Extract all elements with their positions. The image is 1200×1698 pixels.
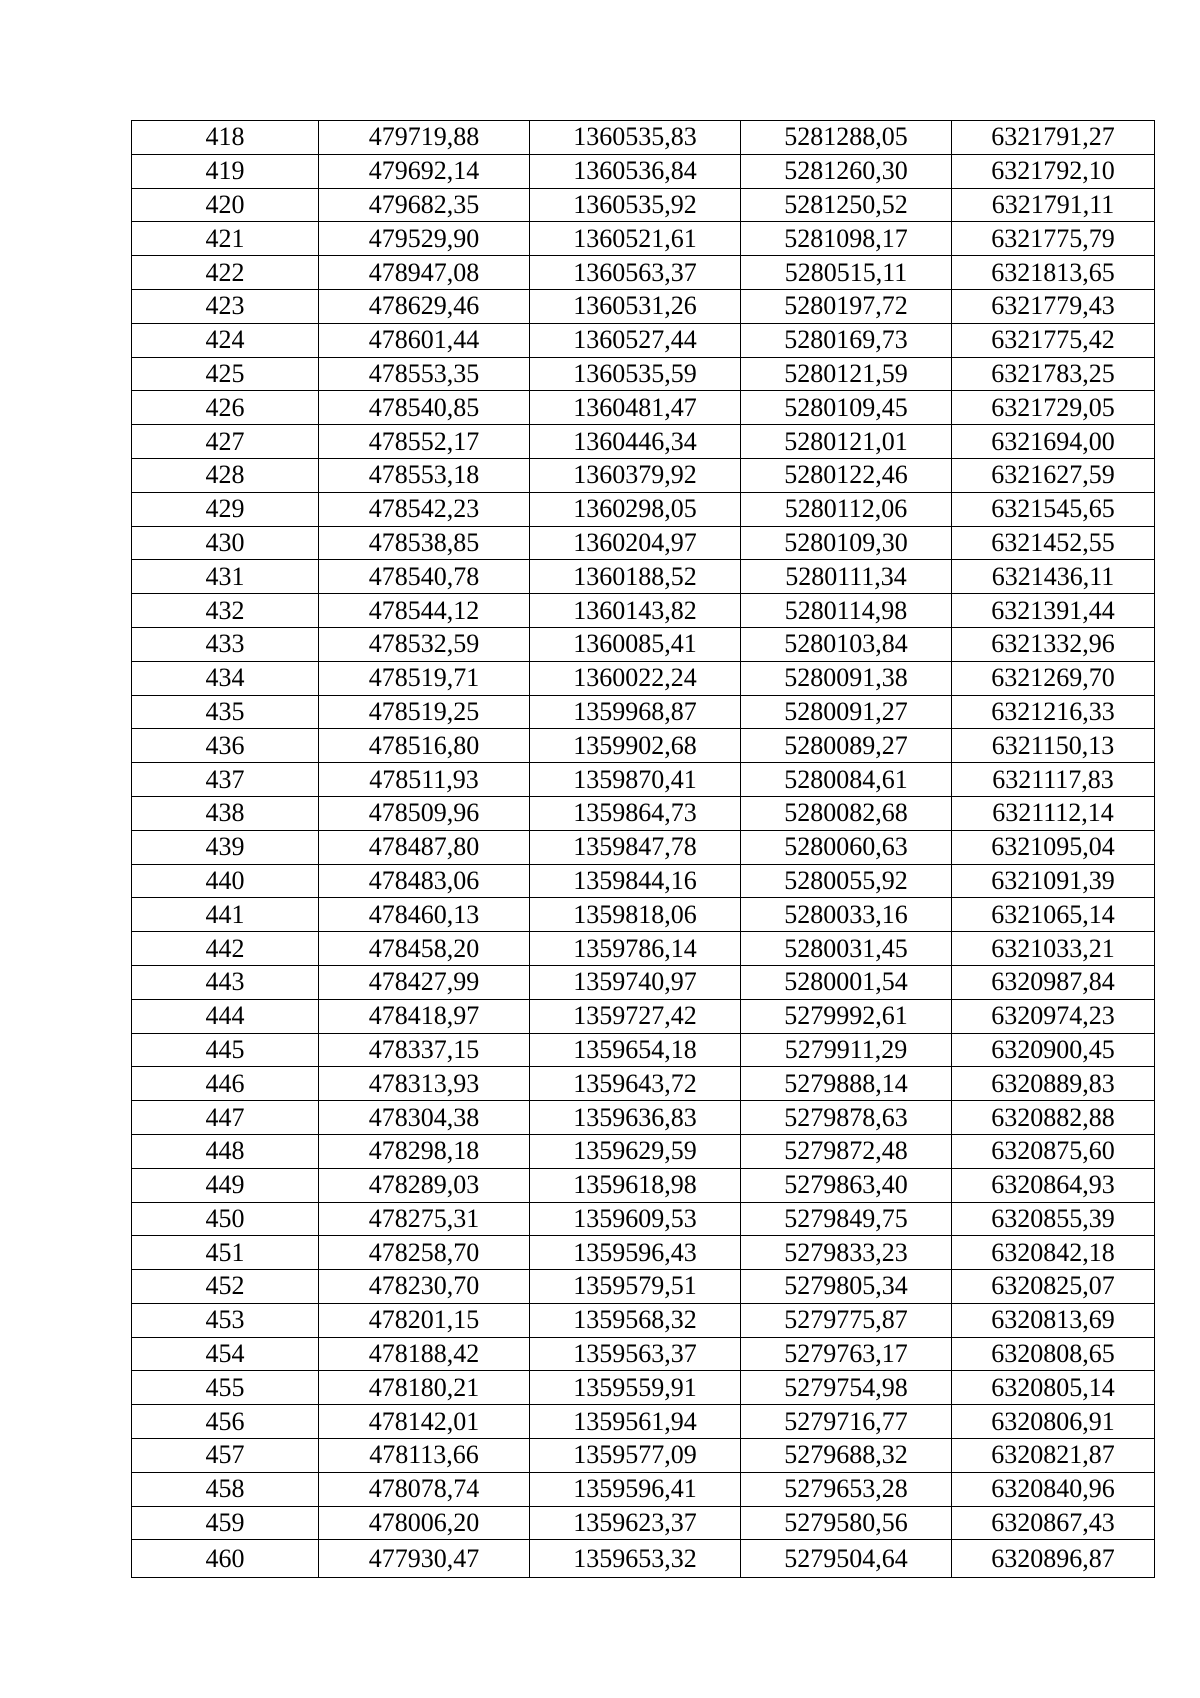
y-coord-cell: 1359786,14: [530, 932, 741, 966]
y-coord-cell: 1359653,32: [530, 1540, 741, 1578]
point-number-cell: 438: [132, 796, 319, 830]
y2-coord-cell: 6321775,79: [952, 222, 1155, 256]
x-coord-cell: 478544,12: [319, 594, 530, 628]
x-coord-cell: 478540,78: [319, 560, 530, 594]
x2-coord-cell: 5281260,30: [741, 154, 952, 188]
table-row: [132, 1236, 1155, 1270]
y-coord-cell: 1359727,42: [530, 999, 741, 1033]
x2-coord-cell: 5280122,46: [741, 458, 952, 492]
y-coord-cell: 1359864,73: [530, 796, 741, 830]
table-row: [132, 1337, 1155, 1371]
y-coord-cell: 1359561,94: [530, 1405, 741, 1439]
table-row: [132, 1506, 1155, 1540]
y2-coord-cell: 6320855,39: [952, 1202, 1155, 1236]
x2-coord-cell: 5280111,34: [741, 560, 952, 594]
table-body: [132, 121, 1155, 1578]
y2-coord-cell: 6320806,91: [952, 1405, 1155, 1439]
y-coord-cell: 1360535,83: [530, 121, 741, 155]
point-number-cell: 453: [132, 1303, 319, 1337]
x-coord-cell: 478601,44: [319, 323, 530, 357]
x2-coord-cell: 5280121,59: [741, 357, 952, 391]
x-coord-cell: 478511,93: [319, 763, 530, 797]
x-coord-cell: 478142,01: [319, 1405, 530, 1439]
point-number-cell: 449: [132, 1168, 319, 1202]
x-coord-cell: 478275,31: [319, 1202, 530, 1236]
x2-coord-cell: 5279763,17: [741, 1337, 952, 1371]
x-coord-cell: 478553,18: [319, 458, 530, 492]
y-coord-cell: 1360143,82: [530, 594, 741, 628]
table-row: [132, 222, 1155, 256]
x2-coord-cell: 5279754,98: [741, 1371, 952, 1405]
point-number-cell: 442: [132, 932, 319, 966]
y2-coord-cell: 6320864,93: [952, 1168, 1155, 1202]
x-coord-cell: 479719,88: [319, 121, 530, 155]
x2-coord-cell: 5279992,61: [741, 999, 952, 1033]
x-coord-cell: 478230,70: [319, 1270, 530, 1304]
table-row: [132, 1168, 1155, 1202]
y-coord-cell: 1359847,78: [530, 830, 741, 864]
x-coord-cell: 478180,21: [319, 1371, 530, 1405]
y-coord-cell: 1359579,51: [530, 1270, 741, 1304]
y-coord-cell: 1359568,32: [530, 1303, 741, 1337]
table-row: [132, 357, 1155, 391]
point-number-cell: 424: [132, 323, 319, 357]
x-coord-cell: 478258,70: [319, 1236, 530, 1270]
y-coord-cell: 1359643,72: [530, 1067, 741, 1101]
y-coord-cell: 1360536,84: [530, 154, 741, 188]
x2-coord-cell: 5280169,73: [741, 323, 952, 357]
x-coord-cell: 479692,14: [319, 154, 530, 188]
y-coord-cell: 1359577,09: [530, 1439, 741, 1473]
y-coord-cell: 1360527,44: [530, 323, 741, 357]
x-coord-cell: 478553,35: [319, 357, 530, 391]
table-row: [132, 1067, 1155, 1101]
y2-coord-cell: 6321095,04: [952, 830, 1155, 864]
y2-coord-cell: 6320896,87: [952, 1540, 1155, 1578]
point-number-cell: 439: [132, 830, 319, 864]
x-coord-cell: 478532,59: [319, 627, 530, 661]
x-coord-cell: 478458,20: [319, 932, 530, 966]
point-number-cell: 428: [132, 458, 319, 492]
y2-coord-cell: 6320882,88: [952, 1101, 1155, 1135]
y2-coord-cell: 6321545,65: [952, 492, 1155, 526]
y2-coord-cell: 6321791,27: [952, 121, 1155, 155]
x2-coord-cell: 5279805,34: [741, 1270, 952, 1304]
x2-coord-cell: 5280082,68: [741, 796, 952, 830]
table-row: [132, 965, 1155, 999]
point-number-cell: 433: [132, 627, 319, 661]
x-coord-cell: 478304,38: [319, 1101, 530, 1135]
y-coord-cell: 1360521,61: [530, 222, 741, 256]
table-row: [132, 830, 1155, 864]
coordinates-table: [131, 120, 1155, 1578]
y-coord-cell: 1359609,53: [530, 1202, 741, 1236]
y2-coord-cell: 6321391,44: [952, 594, 1155, 628]
y-coord-cell: 1360188,52: [530, 560, 741, 594]
y-coord-cell: 1359654,18: [530, 1033, 741, 1067]
table-row: [132, 425, 1155, 459]
x2-coord-cell: 5279775,87: [741, 1303, 952, 1337]
y-coord-cell: 1359629,59: [530, 1134, 741, 1168]
table-row: [132, 763, 1155, 797]
y2-coord-cell: 6320867,43: [952, 1506, 1155, 1540]
table-row: [132, 796, 1155, 830]
x-coord-cell: 478487,80: [319, 830, 530, 864]
y2-coord-cell: 6321091,39: [952, 864, 1155, 898]
point-number-cell: 437: [132, 763, 319, 797]
x2-coord-cell: 5279688,32: [741, 1439, 952, 1473]
y-coord-cell: 1359636,83: [530, 1101, 741, 1135]
point-number-cell: 421: [132, 222, 319, 256]
point-number-cell: 423: [132, 289, 319, 323]
table-row: [132, 1439, 1155, 1473]
table-row: [132, 1472, 1155, 1506]
y-coord-cell: 1359596,41: [530, 1472, 741, 1506]
point-number-cell: 426: [132, 391, 319, 425]
x-coord-cell: 478519,25: [319, 695, 530, 729]
y-coord-cell: 1359968,87: [530, 695, 741, 729]
point-number-cell: 448: [132, 1134, 319, 1168]
table-row: [132, 526, 1155, 560]
y-coord-cell: 1360204,97: [530, 526, 741, 560]
table-row: [132, 121, 1155, 155]
y2-coord-cell: 6320842,18: [952, 1236, 1155, 1270]
point-number-cell: 435: [132, 695, 319, 729]
x2-coord-cell: 5280055,92: [741, 864, 952, 898]
x2-coord-cell: 5279878,63: [741, 1101, 952, 1135]
y2-coord-cell: 6321150,13: [952, 729, 1155, 763]
table-row: [132, 594, 1155, 628]
y-coord-cell: 1359902,68: [530, 729, 741, 763]
table-row: [132, 627, 1155, 661]
x2-coord-cell: 5279863,40: [741, 1168, 952, 1202]
table-row: [132, 932, 1155, 966]
table-row: [132, 1540, 1155, 1578]
y-coord-cell: 1360535,59: [530, 357, 741, 391]
table-row: [132, 1303, 1155, 1337]
y-coord-cell: 1360481,47: [530, 391, 741, 425]
y2-coord-cell: 6321117,83: [952, 763, 1155, 797]
table-row: [132, 999, 1155, 1033]
table-row: [132, 188, 1155, 222]
y-coord-cell: 1359559,91: [530, 1371, 741, 1405]
x-coord-cell: 479682,35: [319, 188, 530, 222]
point-number-cell: 455: [132, 1371, 319, 1405]
y-coord-cell: 1359870,41: [530, 763, 741, 797]
table-row: [132, 458, 1155, 492]
y2-coord-cell: 6321436,11: [952, 560, 1155, 594]
point-number-cell: 436: [132, 729, 319, 763]
y-coord-cell: 1359740,97: [530, 965, 741, 999]
x-coord-cell: 478538,85: [319, 526, 530, 560]
point-number-cell: 446: [132, 1067, 319, 1101]
y2-coord-cell: 6321729,05: [952, 391, 1155, 425]
y2-coord-cell: 6320974,23: [952, 999, 1155, 1033]
x2-coord-cell: 5280060,63: [741, 830, 952, 864]
x2-coord-cell: 5280103,84: [741, 627, 952, 661]
table-row: [132, 1270, 1155, 1304]
x2-coord-cell: 5280197,72: [741, 289, 952, 323]
point-number-cell: 434: [132, 661, 319, 695]
point-number-cell: 459: [132, 1506, 319, 1540]
y-coord-cell: 1359596,43: [530, 1236, 741, 1270]
table-row: [132, 492, 1155, 526]
y2-coord-cell: 6320805,14: [952, 1371, 1155, 1405]
y-coord-cell: 1360298,05: [530, 492, 741, 526]
table-row: [132, 898, 1155, 932]
x2-coord-cell: 5280091,27: [741, 695, 952, 729]
x-coord-cell: 477930,47: [319, 1540, 530, 1578]
table-row: [132, 1101, 1155, 1135]
x-coord-cell: 478947,08: [319, 256, 530, 290]
table-row: [132, 154, 1155, 188]
point-number-cell: 458: [132, 1472, 319, 1506]
x2-coord-cell: 5281250,52: [741, 188, 952, 222]
point-number-cell: 454: [132, 1337, 319, 1371]
table-row: [132, 560, 1155, 594]
table-row: [132, 256, 1155, 290]
table-row: [132, 695, 1155, 729]
x-coord-cell: 478516,80: [319, 729, 530, 763]
x2-coord-cell: 5280109,45: [741, 391, 952, 425]
x-coord-cell: 478078,74: [319, 1472, 530, 1506]
table-row: [132, 1202, 1155, 1236]
x2-coord-cell: 5280114,98: [741, 594, 952, 628]
x-coord-cell: 478509,96: [319, 796, 530, 830]
point-number-cell: 445: [132, 1033, 319, 1067]
x-coord-cell: 478540,85: [319, 391, 530, 425]
y2-coord-cell: 6321779,43: [952, 289, 1155, 323]
y2-coord-cell: 6321112,14: [952, 796, 1155, 830]
x2-coord-cell: 5279580,56: [741, 1506, 952, 1540]
point-number-cell: 419: [132, 154, 319, 188]
y2-coord-cell: 6320821,87: [952, 1439, 1155, 1473]
point-number-cell: 429: [132, 492, 319, 526]
point-number-cell: 444: [132, 999, 319, 1033]
x2-coord-cell: 5280112,06: [741, 492, 952, 526]
table-row: [132, 729, 1155, 763]
point-number-cell: 443: [132, 965, 319, 999]
x-coord-cell: 478460,13: [319, 898, 530, 932]
y-coord-cell: 1359618,98: [530, 1168, 741, 1202]
y2-coord-cell: 6321269,70: [952, 661, 1155, 695]
y2-coord-cell: 6321033,21: [952, 932, 1155, 966]
x2-coord-cell: 5281288,05: [741, 121, 952, 155]
x2-coord-cell: 5279849,75: [741, 1202, 952, 1236]
y2-coord-cell: 6321065,14: [952, 898, 1155, 932]
x-coord-cell: 478542,23: [319, 492, 530, 526]
x2-coord-cell: 5279888,14: [741, 1067, 952, 1101]
y2-coord-cell: 6320875,60: [952, 1134, 1155, 1168]
point-number-cell: 440: [132, 864, 319, 898]
y-coord-cell: 1359563,37: [530, 1337, 741, 1371]
point-number-cell: 425: [132, 357, 319, 391]
x2-coord-cell: 5279833,23: [741, 1236, 952, 1270]
y2-coord-cell: 6320808,65: [952, 1337, 1155, 1371]
table-row: [132, 1405, 1155, 1439]
x-coord-cell: 479529,90: [319, 222, 530, 256]
table-row: [132, 1134, 1155, 1168]
point-number-cell: 450: [132, 1202, 319, 1236]
x2-coord-cell: 5280033,16: [741, 898, 952, 932]
y-coord-cell: 1360022,24: [530, 661, 741, 695]
x2-coord-cell: 5280089,27: [741, 729, 952, 763]
x-coord-cell: 478483,06: [319, 864, 530, 898]
x2-coord-cell: 5280001,54: [741, 965, 952, 999]
x-coord-cell: 478313,93: [319, 1067, 530, 1101]
x-coord-cell: 478629,46: [319, 289, 530, 323]
point-number-cell: 431: [132, 560, 319, 594]
y-coord-cell: 1360531,26: [530, 289, 741, 323]
y-coord-cell: 1360446,34: [530, 425, 741, 459]
point-number-cell: 451: [132, 1236, 319, 1270]
table-row: [132, 864, 1155, 898]
point-number-cell: 427: [132, 425, 319, 459]
x2-coord-cell: 5279504,64: [741, 1540, 952, 1578]
x2-coord-cell: 5279653,28: [741, 1472, 952, 1506]
x-coord-cell: 478201,15: [319, 1303, 530, 1337]
y2-coord-cell: 6320840,96: [952, 1472, 1155, 1506]
x-coord-cell: 478337,15: [319, 1033, 530, 1067]
point-number-cell: 447: [132, 1101, 319, 1135]
x-coord-cell: 478113,66: [319, 1439, 530, 1473]
point-number-cell: 422: [132, 256, 319, 290]
x-coord-cell: 478188,42: [319, 1337, 530, 1371]
x2-coord-cell: 5279911,29: [741, 1033, 952, 1067]
y2-coord-cell: 6321791,11: [952, 188, 1155, 222]
y-coord-cell: 1359818,06: [530, 898, 741, 932]
y2-coord-cell: 6320825,07: [952, 1270, 1155, 1304]
point-number-cell: 430: [132, 526, 319, 560]
point-number-cell: 418: [132, 121, 319, 155]
y2-coord-cell: 6321332,96: [952, 627, 1155, 661]
y2-coord-cell: 6321216,33: [952, 695, 1155, 729]
y-coord-cell: 1360379,92: [530, 458, 741, 492]
point-number-cell: 457: [132, 1439, 319, 1473]
x2-coord-cell: 5280121,01: [741, 425, 952, 459]
table-row: [132, 1033, 1155, 1067]
x-coord-cell: 478418,97: [319, 999, 530, 1033]
point-number-cell: 441: [132, 898, 319, 932]
y2-coord-cell: 6321813,65: [952, 256, 1155, 290]
x2-coord-cell: 5280515,11: [741, 256, 952, 290]
y2-coord-cell: 6321783,25: [952, 357, 1155, 391]
x2-coord-cell: 5279872,48: [741, 1134, 952, 1168]
y2-coord-cell: 6320813,69: [952, 1303, 1155, 1337]
x2-coord-cell: 5279716,77: [741, 1405, 952, 1439]
y-coord-cell: 1360535,92: [530, 188, 741, 222]
x2-coord-cell: 5280084,61: [741, 763, 952, 797]
y-coord-cell: 1360085,41: [530, 627, 741, 661]
x2-coord-cell: 5280109,30: [741, 526, 952, 560]
y2-coord-cell: 6321775,42: [952, 323, 1155, 357]
table-row: [132, 323, 1155, 357]
x-coord-cell: 478298,18: [319, 1134, 530, 1168]
y-coord-cell: 1359623,37: [530, 1506, 741, 1540]
point-number-cell: 456: [132, 1405, 319, 1439]
x-coord-cell: 478519,71: [319, 661, 530, 695]
x-coord-cell: 478006,20: [319, 1506, 530, 1540]
y-coord-cell: 1359844,16: [530, 864, 741, 898]
y2-coord-cell: 6321694,00: [952, 425, 1155, 459]
point-number-cell: 420: [132, 188, 319, 222]
table-row: [132, 1371, 1155, 1405]
y2-coord-cell: 6321792,10: [952, 154, 1155, 188]
table-row: [132, 661, 1155, 695]
x2-coord-cell: 5281098,17: [741, 222, 952, 256]
table-row: [132, 289, 1155, 323]
x2-coord-cell: 5280031,45: [741, 932, 952, 966]
y2-coord-cell: 6320900,45: [952, 1033, 1155, 1067]
y-coord-cell: 1360563,37: [530, 256, 741, 290]
x2-coord-cell: 5280091,38: [741, 661, 952, 695]
x-coord-cell: 478552,17: [319, 425, 530, 459]
point-number-cell: 460: [132, 1540, 319, 1578]
y2-coord-cell: 6321627,59: [952, 458, 1155, 492]
point-number-cell: 432: [132, 594, 319, 628]
point-number-cell: 452: [132, 1270, 319, 1304]
x-coord-cell: 478289,03: [319, 1168, 530, 1202]
table-row: [132, 391, 1155, 425]
y2-coord-cell: 6321452,55: [952, 526, 1155, 560]
x-coord-cell: 478427,99: [319, 965, 530, 999]
y2-coord-cell: 6320987,84: [952, 965, 1155, 999]
y2-coord-cell: 6320889,83: [952, 1067, 1155, 1101]
